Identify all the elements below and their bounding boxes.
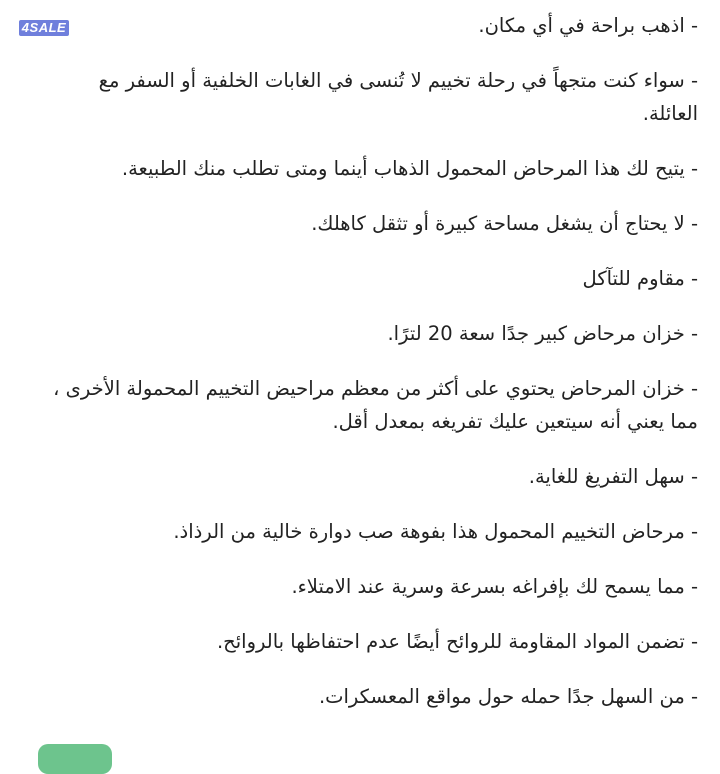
description-line: - اذهب براحة في أي مكان. xyxy=(478,14,698,37)
description-line: - سهل التفريغ للغاية. xyxy=(528,465,698,488)
description-line: - يتيح لك هذا المرحاض المحمول الذهاب أينما ومتى تطلب منك الطبيعة. xyxy=(121,157,698,180)
4sale-watermark-logo: 4SALE xyxy=(19,20,69,36)
description-line: - سواء كنت متجهاً في رحلة تخييم لا تُنسى في الغابات الخلفية أو السفر مع العائلة. xyxy=(98,69,698,125)
description-line: - خزان مرحاض كبير جدًا سعة 20 لترًا. xyxy=(387,322,698,345)
product-description xyxy=(50,9,698,735)
description-line: - لا يحتاج أن يشغل مساحة كبيرة أو تثقل كاهلك. xyxy=(311,212,698,235)
description-line: - تضمن المواد المقاومة للروائح أيضًا عدم احتفاظها بالروائح. xyxy=(216,630,698,653)
description-line: - من السهل جدًا حمله حول مواقع المعسكرات. xyxy=(318,685,698,708)
description-line: - مما يسمح لك بإفراغه بسرعة وسرية عند الامتلاء. xyxy=(291,575,698,598)
description-line: - مرحاض التخييم المحمول هذا بفوهة صب دوارة خالية من الرذاذ. xyxy=(173,520,698,543)
description-line: - خزان المرحاض يحتوي على أكثر من معظم مراحيض التخييم المحمولة الأخرى ، مما يعني أنه سيتعين عليك تفريغه بمعدل أقل. xyxy=(53,377,698,433)
green-action-button[interactable] xyxy=(38,744,112,774)
description-line: - مقاوم للتآكل xyxy=(582,267,698,290)
